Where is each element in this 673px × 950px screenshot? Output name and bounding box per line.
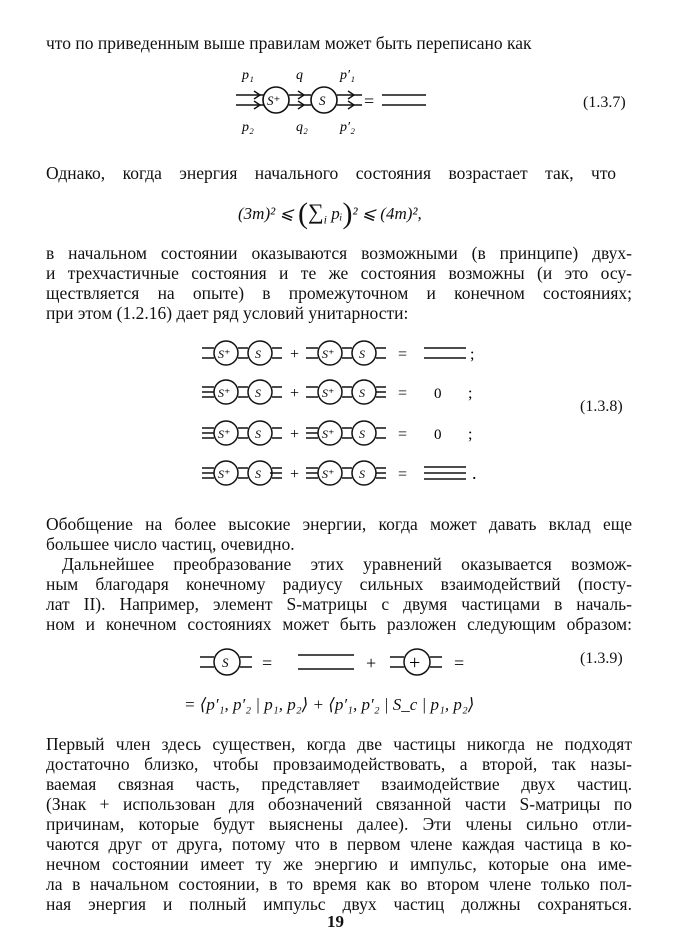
s-dagger-label: S⁺ [218,347,231,361]
inequality: (3m)² ⩽ ($\sum_i$ pᵢ)² ⩽ (4m)², [238,197,422,230]
para2-line: и трехчастичные состояния и те же состояния возможны (и это осу- [46,263,632,283]
s-dagger-label: S⁺ [322,467,335,481]
ineq-left: (3m)² ⩽ [238,204,294,223]
para3-line: большее число частиц, очевидно. [46,534,295,554]
para2-line: в начальном состоянии оказываются возможными (в принципе) двух- [46,243,632,263]
para1-line: Однако, когда энергия начального состояния возрастает так, что [46,163,616,183]
s-dagger-label: S⁺ [267,93,281,108]
row1-end: ; [470,346,475,363]
row3-zero: 0 [434,427,442,443]
label-p2-prime: p′₂ [340,120,355,135]
s-dagger-label: S⁺ [218,386,231,400]
para4-line: лат II). Например, элемент S-матрицы с двумя частицами в началь- [46,594,632,614]
s-label: S [359,386,365,400]
ineq-index: i [323,212,327,227]
label-p1: p₁ [242,68,254,83]
s-label: S [359,467,365,481]
para5-line: ваемая связная часть, представляет взаимодействие двух частиц. [46,774,632,794]
s-dagger-label: S⁺ [322,386,335,400]
s-dagger-label: S⁺ [218,427,231,441]
s-dagger-label: S⁺ [322,347,335,361]
para5-line: Первый член здесь существен, когда две частицы никогда не подходят [46,734,632,754]
s-label: S [319,93,326,108]
eq-number-1-3-7: (1.3.7) [583,94,626,111]
s-label: S [255,347,261,361]
connected-label: + [409,652,421,674]
label-q2: q₂ [296,120,308,135]
para5-line: ная энергия и полный импульс двух частиц должны сохраняться. [46,894,632,914]
para5-line: ла в начальном состоянии, в то время как во втором члене только пол- [46,874,632,894]
equals-sign: = [398,346,408,363]
eq-number-1-3-9: (1.3.9) [580,650,623,667]
page-number: 19 [327,912,344,931]
para5-line: причинам, которые будут выяснены далее). Эти члены сильно отли- [46,814,632,834]
row2-zero: 0 [434,386,442,402]
para4-line: Дальнейшее преобразование этих уравнений оказывается возмож- [62,554,632,574]
ineq-sum: ∑ [307,199,324,224]
s-label: S [359,427,365,441]
plus-sign: + [366,653,377,673]
s-dagger-label: S⁺ [218,467,231,481]
ineq-pi: pᵢ [331,204,343,223]
expansion-formula: = ⟨p′₁, p′₂ | p₁, p₂⟩ + ⟨p′₁, p′₂ | S_c | p₁, p₂⟩ [184,695,475,714]
plus-sign: + [290,385,300,402]
diagram-1-3-7 [236,65,476,135]
equals-sign: = [364,91,375,111]
para5-line: чаются друг от друга, потому что в первом члене каждая частица в ко- [46,834,632,854]
equals-sign: = [398,466,408,483]
s-label: S [255,467,261,481]
row4-end: . [472,463,477,483]
intro-line: что по приведенным выше правилам может быть переписано как [46,33,532,53]
equals-sign: = [454,653,465,673]
equals-sign: = [262,653,273,673]
plus-sign: + [290,426,300,443]
equals-sign: = [398,385,408,402]
s-label: S [222,655,229,670]
s-label: S [255,386,261,400]
plus-sign: + [290,466,300,483]
ineq-right: ² ⩽ (4m)², [352,204,422,223]
para5-line: достаточно близко, чтобы провзаимодействовать, а второй, так назы- [46,754,632,774]
para5-line: (Знак + использован для обозначений связанной части S-матрицы по [46,794,632,814]
para4-line: ном и конечном состояниях может быть разложен следующим образом: [46,614,632,634]
para4-line: ным благодаря конечному радиусу сильных взаимодействий (посту- [46,574,632,594]
diagram-1-3-8 [202,336,502,486]
s-label: S [255,427,261,441]
label-q: q [296,68,303,83]
row2-end: ; [468,385,473,402]
para3-line: Обобщение на более высокие энергии, когда может давать вклад еще [46,514,632,534]
plus-sign: + [290,346,300,363]
label-p1-prime: p′₁ [340,68,355,83]
diagram-1-3-9 [200,642,480,682]
row3-end: ; [468,426,473,443]
para2-line: при этом (1.2.16) дает ряд условий унитарности: [46,303,409,323]
eq-number-1-3-8: (1.3.8) [580,398,623,415]
equals-sign: = [398,426,408,443]
para5-line: нечном состоянии имеет ту же энергию и импульс, которые она име- [46,854,632,874]
s-label: S [359,347,365,361]
label-p2: p₂ [242,120,254,135]
para2-line: ществляется на опыте) в промежуточном и конечном состояниях; [46,283,632,303]
s-dagger-label: S⁺ [322,427,335,441]
